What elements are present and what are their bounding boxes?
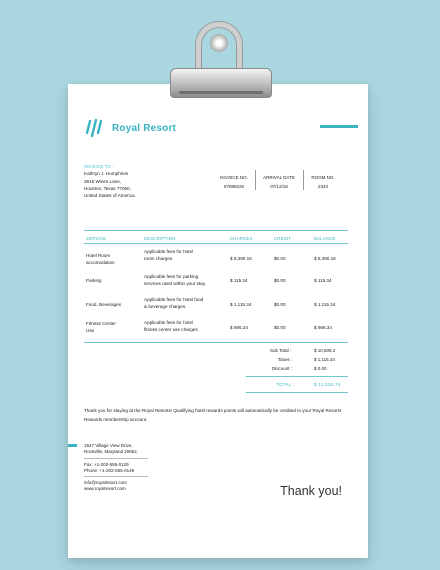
table-row-description: [144, 319, 199, 334]
table-row-description: [144, 273, 206, 288]
description-text: fitness center use charges.: [144, 327, 199, 333]
row-credit: $0.00: [274, 302, 286, 307]
table-row-service: [86, 252, 115, 267]
service-text: Fitness Center: [86, 321, 116, 326]
description-text: Applicable fees for hotel: [144, 320, 194, 325]
invoice-to-label: INVOICE TO :: [84, 164, 114, 169]
row-balance: $ 8,390.18: [314, 256, 336, 261]
fax-number[interactable]: Fax: +1-202-555-0129: [84, 462, 129, 467]
website-link[interactable]: www.royalresort.com: [84, 486, 126, 492]
email-link[interactable]: info@royalresort.com: [84, 480, 127, 485]
row-charges: $ 986.34: [230, 325, 248, 330]
row-credit: $0.00: [274, 278, 286, 283]
thank-you-signoff: Thank you!: [280, 484, 342, 498]
invoice-to-line: Houston, Texas 77060,: [84, 185, 131, 191]
row-credit: $0.00: [274, 256, 286, 261]
arrival-date: [257, 173, 301, 191]
contact-divider: [84, 476, 148, 477]
footer-accent-bar: [68, 444, 77, 447]
table-bottom-rule: [84, 342, 348, 343]
address-line: 1547 Village View Drive,: [84, 443, 133, 448]
table-top-rule: [84, 230, 348, 231]
row-charges: $ 8,390.18: [230, 256, 252, 261]
arrival-date-value: 07/12/18: [270, 184, 288, 189]
invoice-number: [214, 173, 254, 191]
description-text: services used within your stay.: [144, 281, 206, 287]
header-service: SERVICE: [86, 236, 107, 241]
discount-value: $ 0.00: [314, 366, 327, 371]
subtotal-label: Sub Total :: [270, 348, 292, 353]
row-credit: $0.00: [274, 325, 286, 330]
contact-phones: [84, 462, 134, 474]
taxes-value: $ 1,115.34: [314, 357, 335, 362]
table-row-service: [86, 301, 121, 308]
contact-web: [84, 480, 127, 492]
invoice-number-value: 87988225: [223, 184, 245, 189]
contact-address: [84, 443, 138, 455]
total-label: TOTAL :: [276, 382, 295, 387]
row-charges: $ 1,115.34: [230, 302, 252, 307]
invoice-to-block: [84, 163, 136, 199]
address-line: Rockville, Maryland 20852.: [84, 449, 139, 455]
thank-you-message: Thank you for staying at the Royal Resorts! Qualifying hotel rewards points will automatically be credited to your Royal Resorts Rewards membership account.: [84, 408, 342, 422]
header-charges: CHARGES: [230, 236, 253, 241]
description-text: Applicable fees for hotel: [144, 249, 194, 254]
header-balance: BALANCE: [314, 236, 336, 241]
table-row-description: [144, 296, 203, 311]
taxes-label: Taxes :: [278, 357, 293, 362]
arrival-date-label: ARRIVAL DATE: [263, 175, 295, 180]
discount-label: Discount :: [272, 366, 293, 371]
row-charges: $ 115.34: [230, 278, 248, 283]
meta-divider: [303, 170, 304, 190]
invoice-to-line: United States of America.: [84, 193, 136, 199]
row-balance: $ 115.34: [314, 278, 332, 283]
binder-clip-pivot: [210, 34, 228, 52]
invoice-to-line: 3915 Wines Lane,: [84, 178, 122, 184]
service-text: Food, Beverages: [86, 302, 121, 307]
table-row-description: [144, 248, 193, 263]
binder-clip-icon: [170, 68, 272, 98]
description-text: room charges.: [144, 256, 174, 262]
subtotal-value: $ 10,609.2: [314, 348, 336, 353]
total-top-rule: [246, 376, 348, 377]
row-balance: $ 1,115.34: [314, 302, 336, 307]
meta-divider: [255, 170, 256, 190]
service-text: Use: [86, 328, 95, 334]
total-value: $ 11,030.74: [314, 382, 341, 387]
brand-name: Royal Resort: [112, 122, 177, 134]
stripes-logo-icon: [84, 118, 104, 138]
service-text: accomodation: [86, 260, 115, 266]
total-bottom-rule: [246, 392, 348, 393]
invoice-paper: [68, 84, 368, 558]
description-text: & beverage charges.: [144, 304, 187, 310]
row-balance: $ 986.34: [314, 325, 332, 330]
service-text: Parking: [86, 278, 102, 283]
header-description: DESCRIPTION: [144, 236, 176, 241]
table-header-rule: [84, 243, 348, 244]
invoice-number-label: INVOICE NO.: [220, 175, 248, 180]
table-row-service: [86, 277, 102, 284]
room-number-label: ROOM NO.: [311, 175, 335, 180]
table-row-service: [86, 320, 116, 335]
service-text: Hotel Room: [86, 253, 111, 258]
phone-number[interactable]: Phone: +1-202-555-0149: [84, 468, 135, 474]
brand-logo: [84, 118, 176, 138]
description-text: Applicable fees for parking: [144, 274, 199, 279]
room-number-value: 2343: [317, 184, 328, 189]
description-text: Applicable fees for hotel food: [144, 297, 204, 302]
header-accent-bar: [320, 125, 358, 128]
room-number: [305, 173, 341, 191]
invoice-to-line: Kathryn J. Humphries: [84, 171, 129, 177]
contact-divider: [84, 458, 148, 459]
header-credit: CREDIT: [274, 236, 292, 241]
